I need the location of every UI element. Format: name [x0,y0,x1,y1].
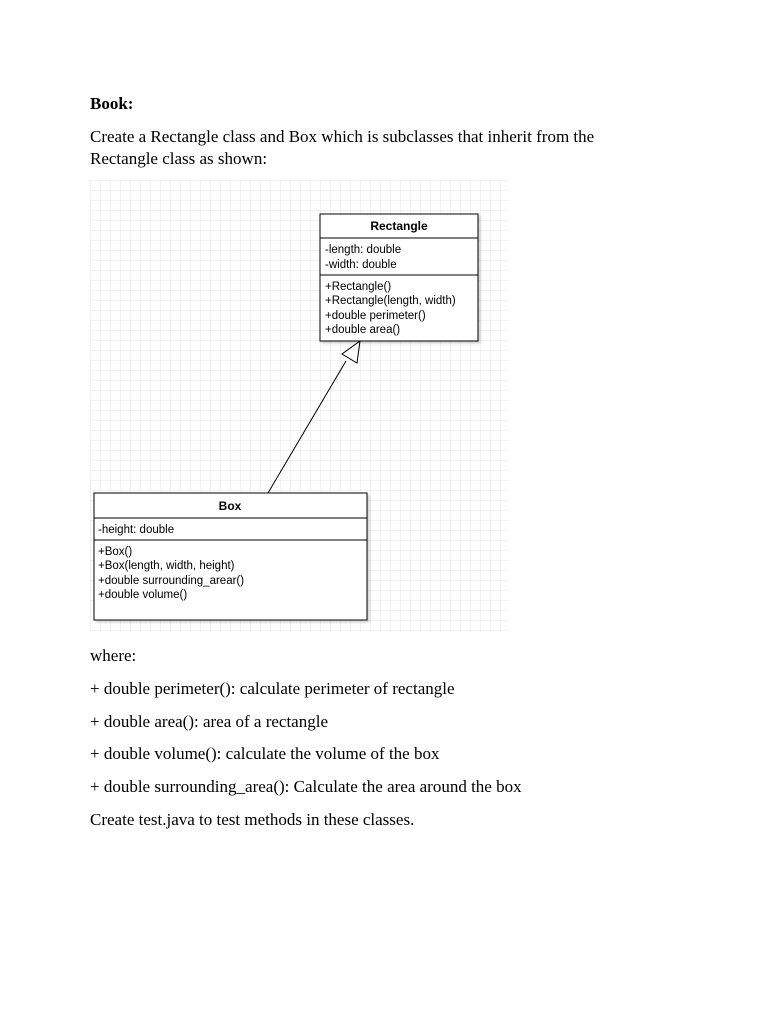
rectangle-method: +double perimeter() [325,310,426,322]
box-method: +double surrounding_arear() [98,575,245,587]
box-attribute: -height: double [98,524,175,536]
box-method: +Box() [98,546,133,558]
rectangle-class [320,214,478,341]
uml-class-diagram [90,180,508,632]
rectangle-method: +double area() [325,324,401,336]
rectangle-attribute: -width: double [325,259,397,271]
description-item: + double volume(): calculate the volume of the box [90,744,440,763]
closing-paragraph: Create test.java to test methods in these classes. [90,810,415,829]
rectangle-method: +Rectangle() [325,281,392,293]
rectangle-method: +Rectangle(length, width) [325,295,456,307]
where-label: where: [90,646,137,665]
box-class-name: Box [218,499,242,513]
uml-canvas [90,180,508,632]
rectangle-class-name: Rectangle [370,219,428,233]
description-item: + double area(): area of a rectangle [90,712,328,731]
description-item: + double surrounding_area(): Calculate the area around the box [90,777,522,796]
intro-paragraph: Create a Rectangle class and Box which is subclasses that inherit from the Rectangle class as shown: [90,127,595,168]
rectangle-attribute: -length: double [325,244,402,256]
box-class [94,493,367,620]
box-method: +double volume() [98,589,188,601]
box-method: +Box(length, width, height) [98,560,235,572]
description-item: + double perimeter(): calculate perimeter of rectangle [90,679,455,698]
book-heading: Book: [90,94,134,113]
